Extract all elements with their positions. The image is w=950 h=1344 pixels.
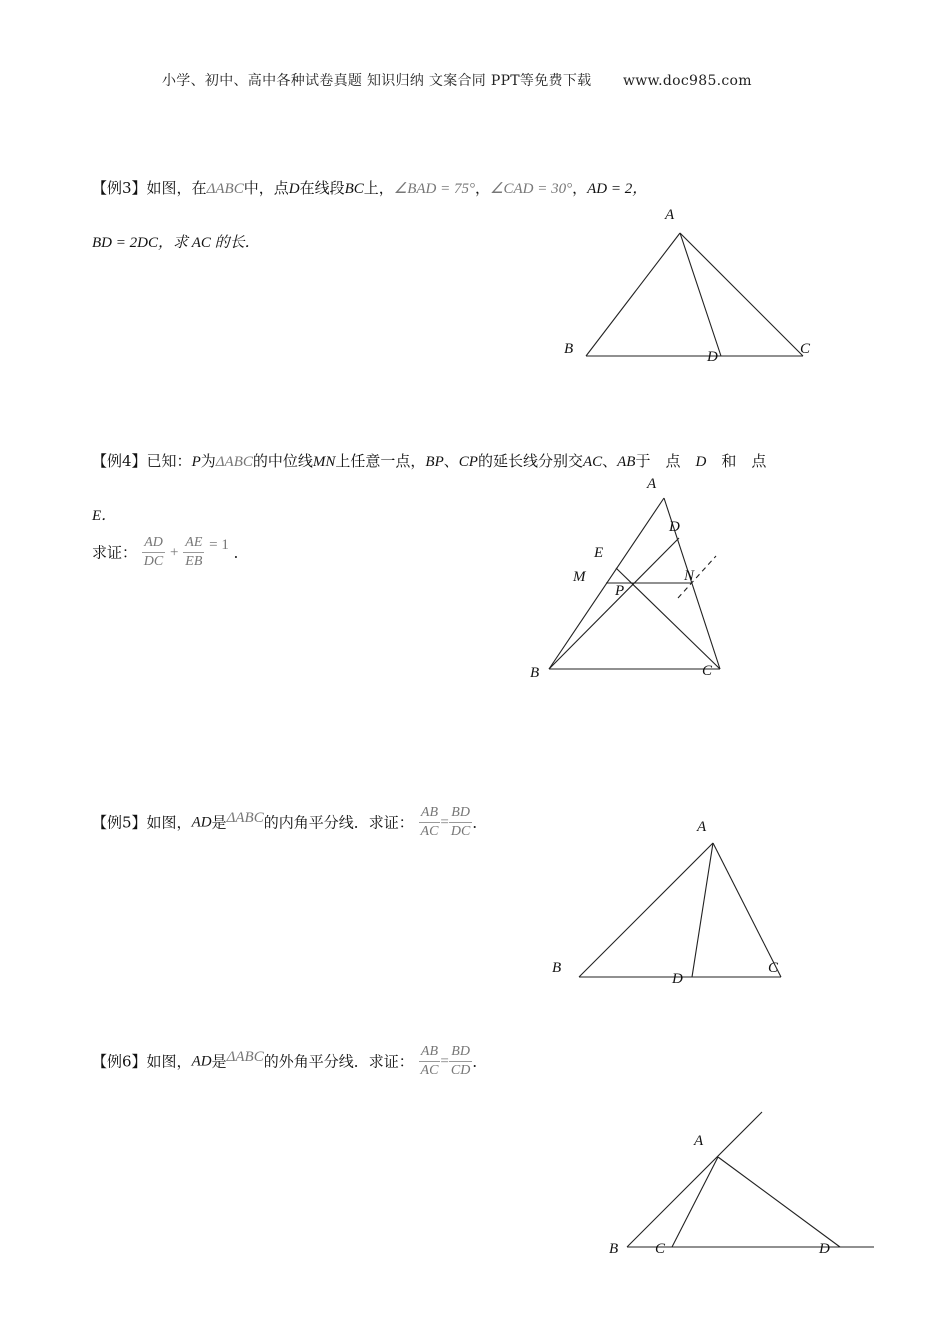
ex3-angle-cad: ∠CAD = 30° xyxy=(490,181,573,197)
example-3-line-2: BD = 2DC，求 AC 的长． xyxy=(92,235,260,251)
ex4-label-p: P xyxy=(615,583,625,599)
ex4-label-e: E xyxy=(594,545,604,561)
ex5-label-b: B xyxy=(552,960,562,976)
example-5-tag: 【例5】 xyxy=(92,813,147,832)
ex6-segment: AD xyxy=(191,1053,212,1070)
ex4-f2-den: EB xyxy=(185,554,203,569)
ex3-text: 中，点 xyxy=(243,179,289,197)
header-url: www.doc985.com xyxy=(622,73,752,89)
ex4-text: 的延长线分别交 xyxy=(477,452,583,470)
ex5-label-a: A xyxy=(697,819,707,835)
example-4-line-2: E． xyxy=(92,508,117,524)
ex4-equals-one: = 1 xyxy=(209,536,229,553)
ex6-f2-num: BD xyxy=(449,1043,472,1062)
ex6-f1-num: AB xyxy=(419,1043,441,1062)
ex4-text: 上任意一点， xyxy=(335,452,426,470)
ex4-segment: CP xyxy=(458,454,478,470)
ex3-label-c: C xyxy=(800,341,811,357)
ex3-text: 在线段 xyxy=(299,179,345,197)
example-6-tag: 【例6】 xyxy=(92,1052,147,1071)
ex3-sep: ， xyxy=(475,179,491,197)
ex5-f1-den: AC xyxy=(420,824,439,839)
ex4-point: D xyxy=(695,454,707,470)
ex4-label-m: M xyxy=(573,569,586,585)
ex4-label-a: A xyxy=(647,476,657,492)
ex4-text: 和 点 xyxy=(706,452,767,470)
ex6-end: ． xyxy=(472,1052,488,1071)
ex6-text: 是 xyxy=(211,1052,227,1071)
ex5-end: ． xyxy=(472,813,488,832)
ex4-label-d: D xyxy=(669,519,680,535)
ex4-text: 为 xyxy=(200,452,216,470)
ex4-text: 于 点 xyxy=(635,452,696,470)
ex3-label-d: D xyxy=(707,349,718,365)
ex4-point: P xyxy=(191,454,201,470)
ex6-text: 如图， xyxy=(146,1052,192,1071)
ex3-segment: BC xyxy=(344,181,364,197)
ex4-text: 、 xyxy=(602,452,618,470)
ex3-angle-bad: ∠BAD = 75° xyxy=(393,181,475,197)
ex4-prove-label: 求证： xyxy=(92,543,138,562)
ex5-label-d: D xyxy=(672,971,683,987)
ex4-text: 已知： xyxy=(146,452,192,470)
ex5-f1-num: AB xyxy=(419,804,441,823)
ex3-text: 上， xyxy=(363,179,394,197)
ex4-f2-num: AE xyxy=(183,534,204,553)
ex3-point: D xyxy=(288,181,300,197)
ex6-f2-den: CD xyxy=(450,1063,471,1078)
ex3-sep: ， xyxy=(572,179,588,197)
ex6-triangle: ΔABC xyxy=(226,1048,264,1065)
ex5-f2-num: BD xyxy=(449,804,472,823)
ex5-segment: AD xyxy=(191,814,212,831)
ex5-text: 是 xyxy=(211,813,227,832)
ex4-end: ． xyxy=(233,543,249,562)
ex5-triangle: ΔABC xyxy=(226,809,264,826)
ex3-triangle: ΔABC xyxy=(206,181,244,197)
ex5-equals: = xyxy=(440,814,449,831)
ex5-text: 如图， xyxy=(146,813,192,832)
ex5-f2-den: DC xyxy=(450,824,471,839)
ex6-label-c: C xyxy=(655,1241,666,1257)
ex5-label-c: C xyxy=(768,960,779,976)
ex4-segment: BP xyxy=(425,454,444,470)
ex4-label-b: B xyxy=(530,665,540,681)
ex3-label-b: B xyxy=(564,341,574,357)
ex5-text: 的内角平分线．求证： xyxy=(263,813,414,832)
ex4-segment: AB xyxy=(617,454,636,470)
example-3-tag: 【例3】 xyxy=(92,179,147,197)
ex6-label-b: B xyxy=(609,1241,619,1257)
ex4-label-c: C xyxy=(702,663,713,679)
ex6-equals: = xyxy=(440,1053,449,1070)
ex4-label-n: N xyxy=(684,568,695,584)
ex6-label-a: A xyxy=(694,1133,704,1149)
ex4-triangle: ΔABC xyxy=(215,454,253,470)
header-text: 小学、初中、高中各种试卷真题 知识归纳 文案合同 PPT等免费下载 xyxy=(162,73,592,89)
ex3-ad-value: AD = 2， xyxy=(587,181,648,197)
ex6-label-d: D xyxy=(819,1241,830,1257)
ex6-f1-den: AC xyxy=(420,1063,439,1078)
ex3-text: 如图，在 xyxy=(146,179,207,197)
ex4-segment: MN xyxy=(312,454,336,470)
example-4-tag: 【例4】 xyxy=(92,452,147,470)
ex4-plus: + xyxy=(170,544,179,561)
ex4-f1-num: AD xyxy=(142,534,165,553)
ex6-text: 的外角平分线．求证： xyxy=(263,1052,414,1071)
ex4-f1-den: DC xyxy=(143,554,164,569)
ex4-text: 的中位线 xyxy=(252,452,313,470)
ex4-segment: AC xyxy=(582,454,603,470)
ex3-label-a: A xyxy=(665,207,675,223)
ex4-text: 、 xyxy=(443,452,459,470)
